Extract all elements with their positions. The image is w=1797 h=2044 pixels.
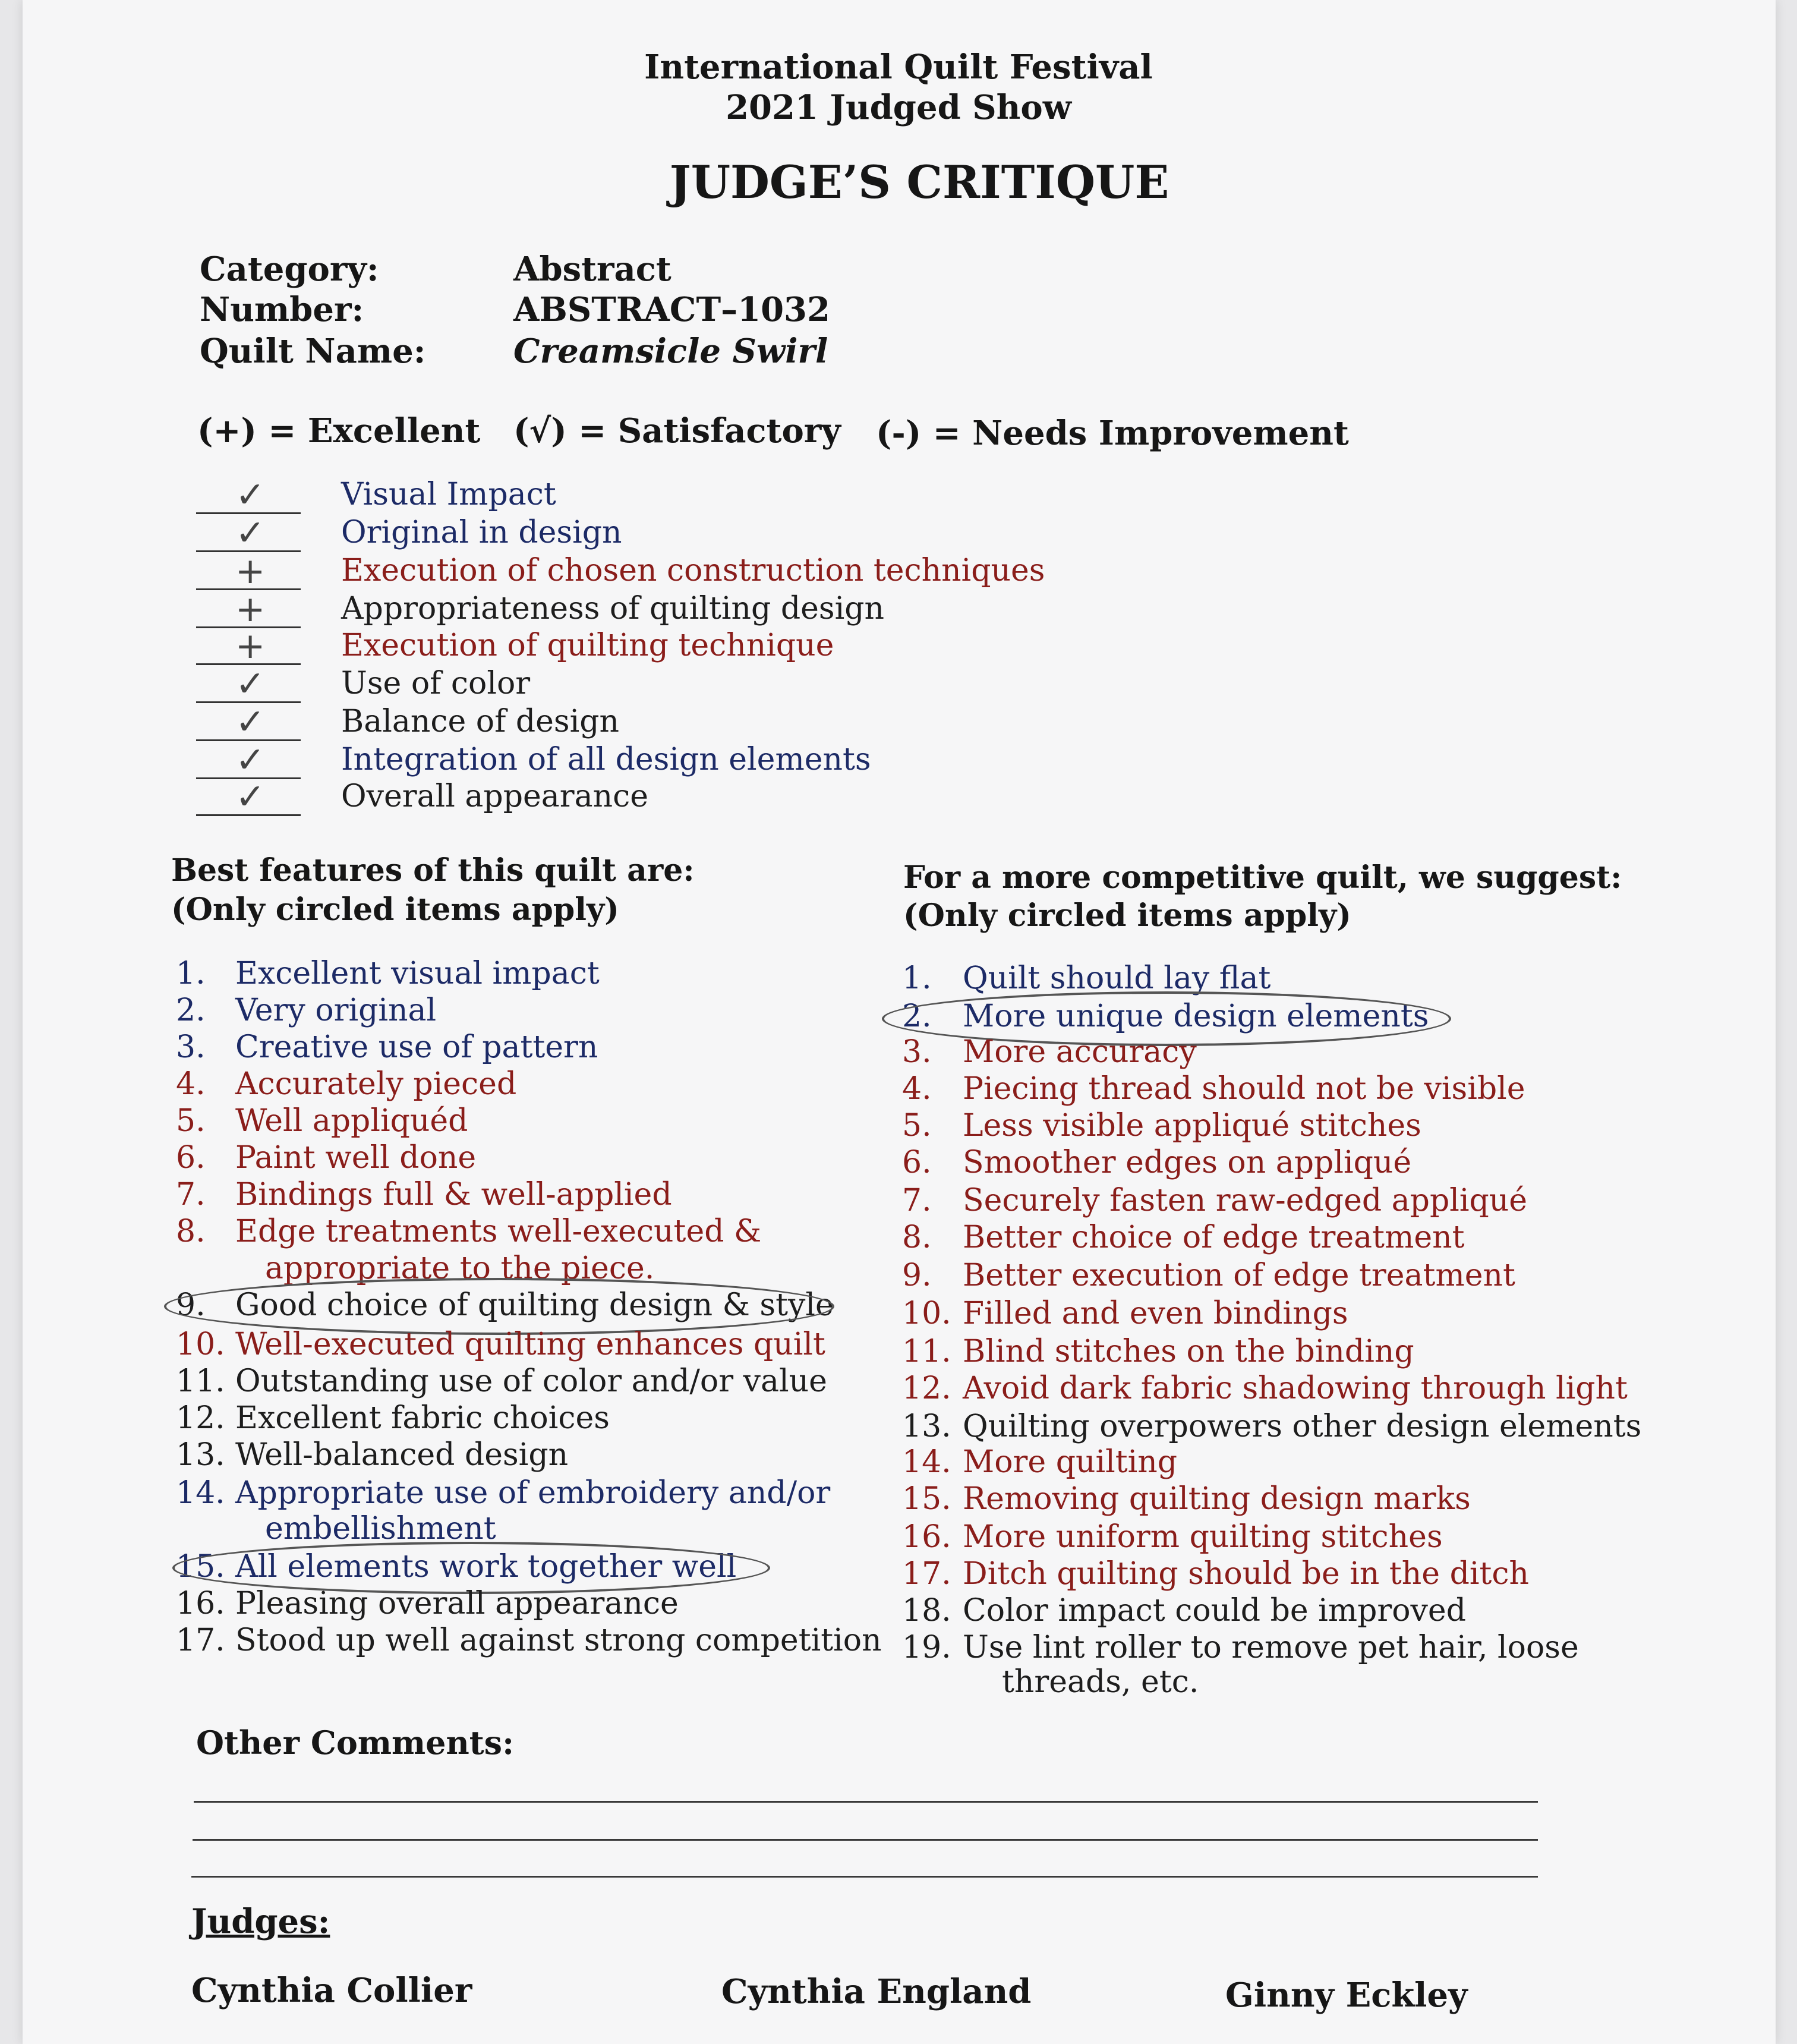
criterion-mark: ✓ <box>235 701 266 743</box>
list-item: Well-executed quilting enhances quilt <box>235 1327 825 1362</box>
list-item: Ditch quilting should be in the ditch <box>963 1556 1530 1592</box>
item-number: 1. <box>902 960 932 996</box>
list-item: Bindings full & well-applied <box>235 1177 672 1212</box>
criterion-label: Execution of quilting technique <box>341 628 834 663</box>
best-features-heading: Best features of this quilt are: <box>171 852 695 889</box>
suggestions-heading: For a more competitive quilt, we suggest: <box>903 859 1622 896</box>
item-number: 14. <box>902 1444 951 1480</box>
quilt-name-value: Creamsicle Swirl <box>513 332 828 371</box>
best-features-note: (Only circled items apply) <box>171 892 619 928</box>
list-item: appropriate to the piece. <box>265 1251 655 1286</box>
list-item: Edge treatments well-executed & <box>235 1214 762 1249</box>
list-item: More accuracy <box>963 1034 1197 1070</box>
list-item: Avoid dark fabric shadowing through light <box>963 1371 1628 1406</box>
list-item: Creative use of pattern <box>235 1029 598 1065</box>
list-item: embellishment <box>265 1511 496 1547</box>
item-number: 17. <box>902 1556 951 1592</box>
list-item: Smoother edges on appliqué <box>963 1145 1412 1180</box>
list-item: Good choice of quilting design & style <box>235 1287 834 1323</box>
number-value: ABSTRACT–1032 <box>513 290 830 329</box>
list-item: Outstanding use of color and/or value <box>235 1363 827 1399</box>
list-item: Appropriate use of embroidery and/or <box>235 1475 831 1511</box>
criterion-mark: ✓ <box>235 739 266 781</box>
item-number: 3. <box>176 1029 206 1065</box>
item-number: 3. <box>902 1034 932 1070</box>
item-number: 10. <box>902 1296 951 1331</box>
item-number: 7. <box>176 1177 206 1212</box>
item-number: 6. <box>176 1140 206 1176</box>
criterion-mark: + <box>235 588 266 630</box>
item-number: 14. <box>176 1475 225 1511</box>
criterion-mark: ✓ <box>235 512 266 554</box>
list-item: Excellent visual impact <box>235 956 600 991</box>
item-number: 16. <box>902 1519 951 1555</box>
criterion-label: Original in design <box>341 515 622 550</box>
criterion-label: Appropriateness of quilting design <box>341 591 885 626</box>
suggestions-note: (Only circled items apply) <box>903 897 1351 934</box>
item-number: 19. <box>902 1630 951 1665</box>
list-item: Better execution of edge treatment <box>963 1258 1515 1293</box>
number-label: Number: <box>200 290 364 329</box>
item-number: 10. <box>176 1327 225 1362</box>
criterion-label: Use of color <box>341 666 531 701</box>
item-number: 17. <box>176 1623 225 1658</box>
list-item: Blind stitches on the binding <box>963 1334 1414 1369</box>
comment-line-2 <box>193 1839 1538 1841</box>
category-value: Abstract <box>513 250 671 289</box>
legend-satisfactory: (√) = Satisfactory <box>513 411 841 451</box>
item-number: 7. <box>902 1183 932 1218</box>
criterion-mark: + <box>235 550 266 592</box>
quilt-name-label: Quilt Name: <box>200 332 426 371</box>
other-comments-heading: Other Comments: <box>196 1724 515 1762</box>
item-number: 8. <box>176 1214 206 1249</box>
item-number: 18. <box>902 1593 951 1629</box>
criterion-mark: ✓ <box>235 776 266 818</box>
list-item: More unique design elements <box>963 999 1429 1034</box>
judges-heading: Judges: <box>191 1902 330 1941</box>
list-item: More uniform quilting stitches <box>963 1519 1443 1555</box>
item-number: 9. <box>176 1287 206 1323</box>
criterion-mark: + <box>235 625 266 667</box>
item-number: 12. <box>902 1371 951 1406</box>
list-item: Better choice of edge treatment <box>963 1220 1465 1255</box>
item-number: 5. <box>902 1108 932 1144</box>
list-item: Well appliquéd <box>235 1103 468 1139</box>
list-item: Stood up well against strong competition <box>235 1623 882 1658</box>
item-number: 13. <box>902 1409 951 1444</box>
list-item: Accurately pieced <box>235 1066 517 1102</box>
list-item: Quilting overpowers other design elements <box>963 1409 1642 1444</box>
criterion-mark: ✓ <box>235 474 266 516</box>
list-item: Use lint roller to remove pet hair, loose <box>963 1630 1579 1665</box>
item-number: 6. <box>902 1145 932 1180</box>
page-title: JUDGE’S CRITIQUE <box>669 156 1169 209</box>
judge-name-2: Cynthia England <box>721 1972 1032 2011</box>
item-number: 5. <box>176 1103 206 1139</box>
item-number: 15. <box>902 1481 951 1517</box>
criterion-mark: ✓ <box>235 663 266 705</box>
comment-line-1 <box>194 1801 1538 1803</box>
list-item: threads, etc. <box>1002 1664 1199 1700</box>
list-item: Very original <box>235 993 437 1028</box>
judge-name-1: Cynthia Collier <box>191 1971 472 2010</box>
item-number: 11. <box>176 1363 225 1399</box>
item-number: 2. <box>176 993 206 1028</box>
item-number: 1. <box>176 956 206 991</box>
criterion-label: Integration of all design elements <box>341 742 871 777</box>
list-item: Piecing thread should not be visible <box>963 1071 1525 1107</box>
list-item: Less visible appliqué stitches <box>963 1108 1421 1144</box>
item-number: 11. <box>902 1334 951 1369</box>
list-item: Removing quilting design marks <box>963 1481 1471 1517</box>
list-item: More quilting <box>963 1444 1178 1480</box>
comment-line-3 <box>191 1876 1538 1878</box>
legend-excellent: (+) = Excellent <box>197 411 481 451</box>
item-number: 4. <box>902 1071 932 1107</box>
list-item: Securely fasten raw-edged appliqué <box>963 1183 1528 1218</box>
show-name: 2021 Judged Show <box>726 88 1071 127</box>
festival-name: International Quilt Festival <box>644 48 1153 87</box>
list-item: Pleasing overall appearance <box>235 1586 679 1621</box>
criterion-label: Overall appearance <box>341 779 649 814</box>
item-number: 4. <box>176 1066 206 1102</box>
list-item: Color impact could be improved <box>963 1593 1466 1629</box>
list-item: Quilt should lay flat <box>963 960 1271 996</box>
category-label: Category: <box>200 250 379 289</box>
item-number: 12. <box>176 1400 225 1436</box>
item-number: 2. <box>902 999 932 1034</box>
list-item: Filled and even bindings <box>963 1296 1348 1331</box>
list-item: All elements work together well <box>235 1549 737 1585</box>
item-number: 13. <box>176 1437 225 1473</box>
list-item: Well-balanced design <box>235 1437 569 1473</box>
item-number: 15. <box>176 1549 225 1585</box>
criterion-label: Execution of chosen construction techniques <box>341 553 1045 588</box>
list-item: Paint well done <box>235 1140 477 1176</box>
list-item: Excellent fabric choices <box>235 1400 610 1436</box>
item-number: 8. <box>902 1220 932 1255</box>
judge-name-3: Ginny Eckley <box>1225 1976 1468 2015</box>
criterion-label: Visual Impact <box>341 477 556 512</box>
item-number: 16. <box>176 1586 225 1621</box>
legend-needs-improvement: (-) = Needs Improvement <box>876 414 1349 453</box>
item-number: 9. <box>902 1258 932 1293</box>
criterion-label: Balance of design <box>341 704 619 739</box>
